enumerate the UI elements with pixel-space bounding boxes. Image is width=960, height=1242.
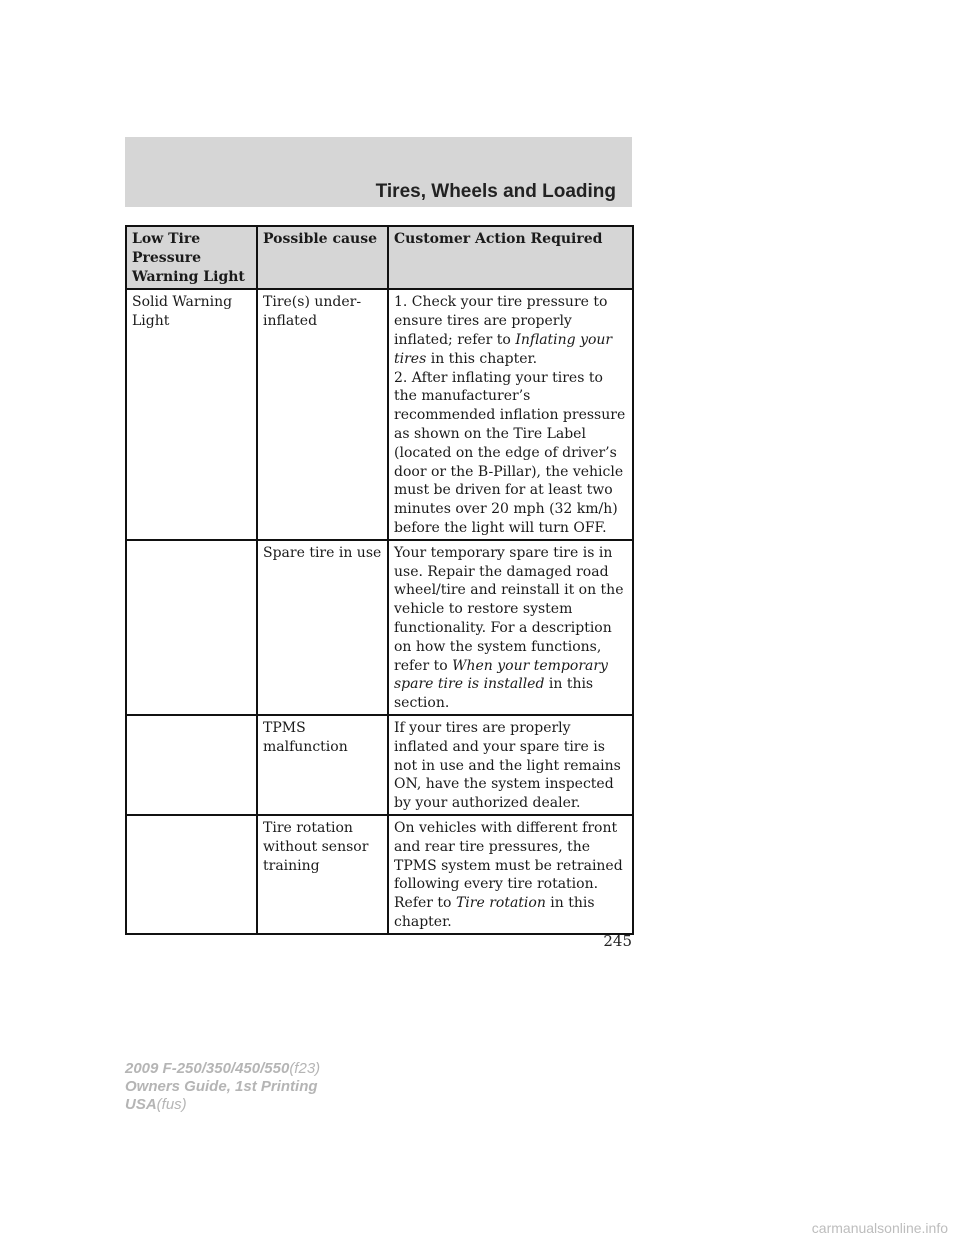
- table-header-row: [126, 226, 633, 289]
- action-cell: [388, 289, 633, 539]
- section-title: Tires, Wheels and Loading: [375, 181, 616, 202]
- action-cell: On vehicles with different front and rear tire pressures, the TPMS system must be retrained following every tire rotation. Refer to Tire rotation in this chapter.: [388, 815, 633, 934]
- page-number: 245: [603, 932, 632, 950]
- cause-cell: Spare tire in use: [257, 540, 388, 715]
- action-step-1: 1. Check your tire pressure to ensure tires are properly inflated; refer to Inflating your tires in this chapter.: [394, 294, 613, 367]
- site-watermark: carmanualsonline.info: [811, 1220, 948, 1236]
- cause-cell: TPMS malfunction: [257, 715, 388, 815]
- footer-market-line: USA(fus): [125, 1096, 187, 1113]
- light-state-cell-continued: [126, 540, 257, 715]
- action-cell: Your temporary spare tire is in use. Repair the damaged road wheel/tire and reinstall it on the vehicle to restore system functionality. For a description on how the system functions, refer to When your temporary spare tire is installed in this section.: [388, 540, 633, 715]
- column-header-customer-action: Customer Action Required: [388, 226, 633, 289]
- table-row: [126, 540, 633, 715]
- action-step-2: 2. After inflating your tires to the manufacturer’s recommended inflation pressure as shown on the Tire Label (located on the edge of driver’s door or the B-Pillar), the vehicle must be driven for at least two minutes over 20 mph (32 km/h) before the light will turn OFF.: [394, 369, 626, 536]
- cross-reference: Inflating your tires: [394, 331, 613, 367]
- light-state-cell: Solid Warning Light: [126, 289, 257, 539]
- footer-guide-line: Owners Guide, 1st Printing: [125, 1078, 318, 1095]
- table-row: [126, 289, 633, 539]
- cause-cell: Tire(s) under-inflated: [257, 289, 388, 539]
- cross-reference: When your temporary spare tire is installed: [394, 657, 608, 693]
- table-row: [126, 715, 633, 815]
- cross-reference: Tire rotation: [455, 895, 546, 912]
- column-header-warning-light: Low Tire Pressure Warning Light: [126, 226, 257, 289]
- action-cell: If your tires are properly inflated and your spare tire is not in use and the light remains ON, have the system inspected by your authorized dealer.: [388, 715, 633, 815]
- light-state-cell-continued: [126, 715, 257, 815]
- document-footer: [125, 1060, 320, 1114]
- tpms-warning-table: [125, 225, 634, 935]
- footer-model-line: 2009 F-250/350/450/550(f23): [125, 1060, 321, 1077]
- table-row: [126, 815, 633, 934]
- light-state-cell-continued: [126, 815, 257, 934]
- column-header-possible-cause: Possible cause: [257, 226, 388, 289]
- section-header-band: [125, 137, 632, 207]
- cause-cell: Tire rotation without sensor training: [257, 815, 388, 934]
